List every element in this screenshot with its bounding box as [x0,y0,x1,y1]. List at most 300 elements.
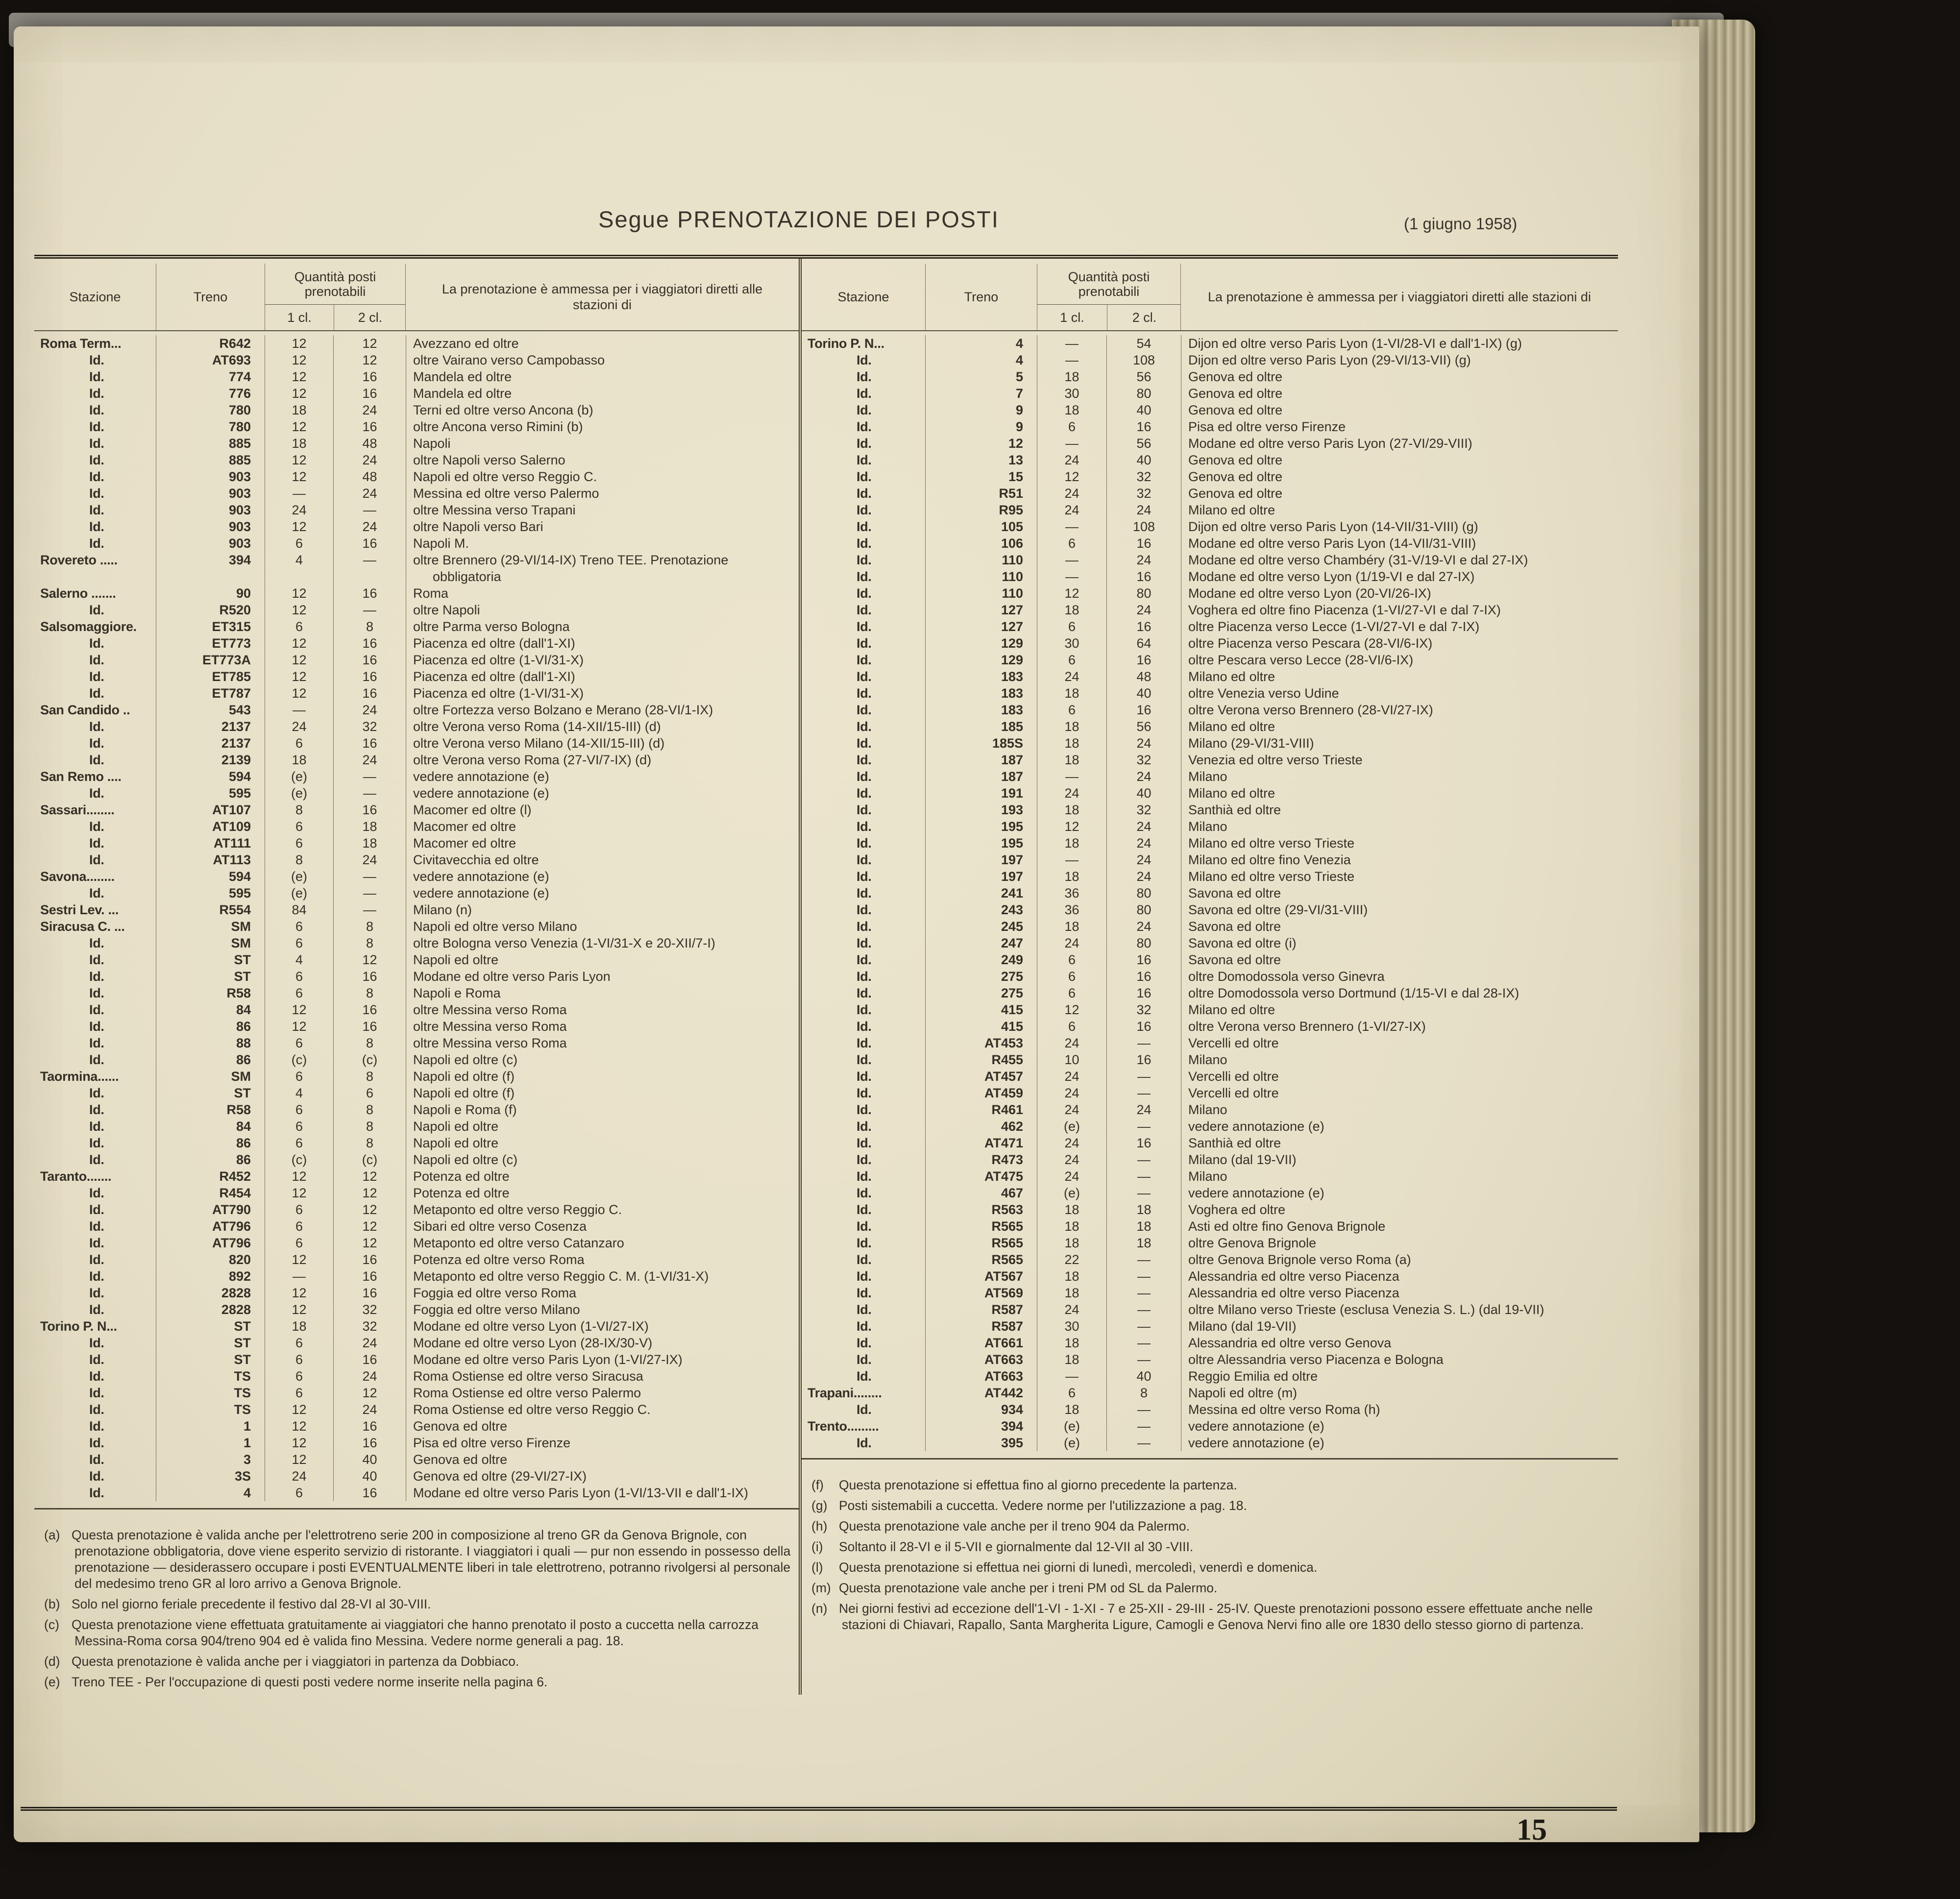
second-class-seats-cell: 18 [1106,1201,1181,1218]
footnote-text: Solo nel giorno feriale precedente il festivo dal 28-VI al 30-VIII. [72,1597,431,1611]
second-class-seats-cell: 16 [333,1351,406,1368]
destination-cell: Piacenza ed oltre (1-VI/31-X) [406,685,799,702]
train-cell: 2137 [156,718,265,735]
second-class-seats-cell: 16 [333,585,406,602]
second-class-seats-cell: 16 [1106,535,1181,552]
table-row [34,468,799,485]
station-cell: Id. [857,836,872,851]
second-class-seats-cell: 16 [1106,951,1181,968]
train-cell: ST [156,1351,265,1368]
station-cell: Id. [89,603,104,617]
destination-cell: Milano (n) [406,901,799,918]
table-row [34,968,799,985]
first-class-seats-cell: — [1037,335,1106,352]
destination-cell: Piacenza ed oltre (1-VI/31-X) [406,652,799,668]
second-class-seats-cell: 48 [1106,668,1181,685]
destination-cell: Modane ed oltre verso Paris Lyon (1-VI/27-IX) [406,1351,799,1368]
first-class-seats-cell: 24 [1037,1135,1106,1151]
train-cell: TS [156,1368,265,1385]
station-cell: Id. [89,1419,104,1434]
second-class-seats-cell: 16 [1106,702,1181,718]
first-class-seats-cell: 12 [265,635,333,652]
first-class-seats-cell: — [265,702,333,718]
footnote-label: (c) [44,1617,59,1632]
table-row [34,1301,799,1318]
first-class-seats-cell: 6 [265,1118,333,1135]
station-cell: Id. [89,1269,104,1284]
table-row [802,1168,1618,1185]
train-cell: 903 [156,485,265,502]
first-class-seats-cell: (e) [265,768,333,785]
station-cell: Id. [857,1002,872,1017]
table-row [802,552,1618,568]
destination-cell: Modane ed oltre verso Chambéry (31-V/19-VI e dal 27-IX) [1181,552,1618,568]
first-class-seats-cell: 24 [1037,1168,1106,1185]
station-cell: Id. [857,936,872,950]
train-cell: 187 [925,768,1037,785]
first-class-seats-cell: (c) [265,1151,333,1168]
train-cell: 193 [925,802,1037,818]
first-class-seats-cell: 18 [1037,918,1106,935]
destination-cell: oltre Parma verso Bologna [406,618,799,635]
second-class-seats-cell: 32 [1106,752,1181,768]
footnote-text: Questa prenotazione è valida anche per i viaggiatori in partenza da Dobbiaco. [72,1654,519,1669]
first-class-seats-cell: 6 [1037,1018,1106,1035]
first-class-seats-cell: (e) [1037,1418,1106,1435]
second-class-seats-cell: 24 [1106,502,1181,518]
first-class-seats-cell: 12 [265,1168,333,1185]
table-row [34,1185,799,1201]
table-row [34,1085,799,1101]
second-class-seats-cell: 80 [1106,901,1181,918]
destination-cell: Terni ed oltre verso Ancona (b) [406,402,799,418]
station-cell: Id. [857,1202,872,1217]
footnote-text: Questa prenotazione viene effettuata gratuitamente ai viaggiatori che hanno prenotato il posto a cuccetta nella carrozza Messina-Roma corsa 904/treno 904 ed è valida fino Messina. Vedere norme generali a pag. 18. [72,1617,759,1648]
table-row [34,535,799,552]
station-cell: Id. [857,886,872,901]
second-class-seats-cell: 48 [333,468,406,485]
page-title: Segue PRENOTAZIONE DEI POSTI [598,206,999,232]
train-cell: 2828 [156,1301,265,1318]
first-class-seats-cell: — [265,485,333,502]
train-cell: 105 [925,518,1037,535]
station-cell: Taormina...... [40,1069,119,1084]
train-cell: 110 [925,568,1037,585]
station-cell: Id. [89,453,104,467]
second-class-seats-cell: 8 [333,1101,406,1118]
table-row [802,1418,1618,1435]
first-class-seats-cell: 12 [265,668,333,685]
table-row [34,418,799,435]
destination-cell: Milano ed oltre [1181,502,1618,518]
station-cell: Id. [89,686,104,701]
table-row [34,1318,799,1335]
second-class-seats-cell: 24 [333,402,406,418]
second-class-seats-cell: 24 [1106,818,1181,835]
column-header-cl1: 1 cl. [287,310,312,325]
table-row [34,718,799,735]
table-row [34,1468,799,1485]
train-cell: 191 [925,785,1037,802]
first-class-seats-cell: 12 [1037,1001,1106,1018]
table-row [802,1185,1618,1201]
destination-cell: Milano [1181,1101,1618,1118]
first-class-seats-cell: — [1037,768,1106,785]
destination-cell: Reggio Emilia ed oltre [1181,1368,1618,1385]
station-cell: Id. [89,1369,104,1384]
second-class-seats-cell: — [1106,1168,1181,1185]
table-row [34,602,799,618]
train-cell: 183 [925,685,1037,702]
destination-cell: Genova ed oltre (29-VI/27-IX) [406,1468,799,1485]
train-cell: R565 [925,1235,1037,1251]
table-row [802,1118,1618,1135]
second-class-seats-cell: 16 [333,418,406,435]
destination-cell: Milano ed oltre [1181,1001,1618,1018]
destination-cell: Milano (dal 19-VII) [1181,1318,1618,1335]
table-row [802,618,1618,635]
destination-cell: Napoli ed oltre [406,1118,799,1135]
first-class-seats-cell: 6 [1037,618,1106,635]
train-cell: 110 [925,585,1037,602]
destination-cell: oltre Napoli verso Bari [406,518,799,535]
table-row [34,1201,799,1218]
table-row [802,1251,1618,1268]
footnote [811,1580,1611,1596]
destination-cell: Macomer ed oltre (l) [406,802,799,818]
station-cell: Trento......... [808,1419,879,1434]
train-cell: AT113 [156,852,265,868]
second-class-seats-cell: 108 [1106,352,1181,368]
station-cell: Id. [857,1052,872,1067]
first-class-seats-cell: 18 [265,435,333,452]
train-cell: 595 [156,785,265,802]
footnote [811,1559,1611,1576]
first-class-seats-cell: 24 [265,1468,333,1485]
station-cell: Id. [89,1236,104,1250]
footnote-text: Questa prenotazione è valida anche per l'elettrotreno serie 200 in composizione al treno GR da Genova Brignole, con prenotazione obbligatoria, dove viene esperito servizio di ristorante. I viaggiatori i quali — pur non essendo in possesso della prenotazione — desiderassero occupare i posti EVENTUALMENTE liberi in tale elettrotreno, potranno rivolgersi al personale del medesimo treno GR al loro arrivo a Genova Brignole. [72,1528,791,1591]
first-class-seats-cell: — [1037,1368,1106,1385]
station-cell: Id. [857,1102,872,1117]
train-cell: 127 [925,618,1037,635]
first-class-seats-cell: 18 [1037,735,1106,752]
second-class-seats-cell: 16 [333,735,406,752]
first-class-seats-cell: 6 [1037,985,1106,1001]
footnote-text: Soltanto il 28-VI e il 5-VII e giornalmente dal 12-VII al 30 -VIII. [839,1539,1194,1554]
destination-cell: Savona ed oltre [1181,918,1618,935]
second-class-seats-cell: 16 [333,802,406,818]
station-cell: Id. [857,603,872,617]
second-class-seats-cell: 18 [1106,1235,1181,1251]
station-cell: Id. [857,569,872,584]
train-cell: ST [156,1085,265,1101]
station-cell: Id. [857,1352,872,1367]
station-cell: Id. [89,836,104,851]
second-class-seats-cell: 16 [1106,418,1181,435]
first-class-seats-cell: (e) [1037,1118,1106,1135]
first-class-seats-cell: 24 [1037,1035,1106,1051]
station-cell: Id. [857,1186,872,1200]
first-class-seats-cell: 12 [265,1401,333,1418]
first-class-seats-cell: 6 [265,1101,333,1118]
train-cell: 185S [925,735,1037,752]
table-row [34,1018,799,1035]
table-row [802,935,1618,951]
column-header-train: Treno [156,264,265,330]
destination-cell: Avezzano ed oltre [406,335,799,352]
second-class-seats-cell: 24 [333,852,406,868]
destination-cell: oltre Verona verso Brennero (28-VI/27-IX) [1181,702,1618,718]
table-row [802,1101,1618,1118]
first-class-seats-cell: 30 [1037,1318,1106,1335]
page-date: (1 giugno 1958) [1404,215,1518,233]
second-class-seats-cell: — [1106,1268,1181,1285]
second-class-seats-cell: 16 [333,1485,406,1501]
second-class-seats-cell: 12 [333,335,406,352]
second-class-seats-cell: 32 [333,718,406,735]
destination-cell: oltre Messina verso Roma [406,1035,799,1051]
table-row [802,1435,1618,1451]
table-row [802,602,1618,618]
table-row [34,935,799,951]
second-class-seats-cell: 24 [333,485,406,502]
station-cell: Id. [857,403,872,417]
destination-cell: oltre Alessandria verso Piacenza e Bologna [1181,1351,1618,1368]
right-column [802,259,1618,1637]
train-cell: AT790 [156,1201,265,1218]
station-cell: Id. [89,886,104,901]
station-cell: Id. [857,1119,872,1134]
table-row [34,752,799,768]
train-cell: R58 [156,985,265,1001]
footnotes-left [34,1509,799,1690]
train-cell: 395 [925,1435,1037,1451]
station-cell: Id. [857,486,872,501]
train-cell: 15 [925,468,1037,485]
train-cell: AT107 [156,802,265,818]
first-class-seats-cell: 18 [1037,1351,1106,1368]
table-row [34,768,799,785]
first-class-seats-cell: 4 [265,951,333,968]
station-cell: Id. [857,753,872,767]
train-cell: R565 [925,1218,1037,1235]
destination-cell: oltre Napoli verso Salerno [406,452,799,468]
destination-cell: Milano ed oltre verso Trieste [1181,868,1618,885]
table-row [34,485,799,502]
station-cell: Id. [89,786,104,801]
second-class-seats-cell: — [333,552,406,585]
table-row [34,1168,799,1185]
second-class-seats-cell: 16 [333,1018,406,1035]
station-cell: Id. [89,469,104,484]
first-class-seats-cell: 12 [265,585,333,602]
second-class-seats-cell: 8 [333,935,406,951]
second-class-seats-cell: 54 [1106,335,1181,352]
second-class-seats-cell: 16 [333,1268,406,1285]
footnote [811,1539,1611,1555]
station-cell: Id. [857,1369,872,1384]
table-row [34,352,799,368]
train-cell: 4 [925,352,1037,368]
destination-cell: Mandela ed oltre [406,368,799,385]
destination-cell: oltre Messina verso Roma [406,1018,799,1035]
train-cell: 1 [156,1418,265,1435]
first-class-seats-cell: 6 [265,918,333,935]
first-class-seats-cell: 12 [265,1018,333,1035]
train-cell: ET787 [156,685,265,702]
second-class-seats-cell: 16 [333,1001,406,1018]
second-class-seats-cell: 8 [333,1135,406,1151]
first-class-seats-cell: 12 [265,418,333,435]
station-cell: Id. [89,1252,104,1267]
train-cell: TS [156,1385,265,1401]
station-cell: Id. [89,1152,104,1167]
table-row [802,352,1618,368]
destination-cell: Alessandria ed oltre verso Piacenza [1181,1285,1618,1301]
second-class-seats-cell: — [1106,1085,1181,1101]
table-row [34,802,799,818]
second-class-seats-cell: 8 [333,1068,406,1085]
destination-cell: Milano [1181,1051,1618,1068]
second-class-seats-cell: — [1106,1151,1181,1168]
second-class-seats-cell: 16 [333,635,406,652]
second-class-seats-cell: 6 [333,1085,406,1101]
station-cell: Id. [89,1386,104,1400]
first-class-seats-cell: 24 [1037,1151,1106,1168]
column-header-cl2: 2 cl. [334,305,406,330]
second-class-seats-cell: 24 [1106,735,1181,752]
second-class-seats-cell: 32 [333,1301,406,1318]
footnote-text: Questa prenotazione si effettua fino al giorno precedente la partenza. [839,1478,1237,1492]
first-class-seats-cell: 6 [265,1368,333,1385]
first-class-seats-cell: 24 [1037,1101,1106,1118]
second-class-seats-cell: 16 [1106,1051,1181,1068]
train-cell: AT459 [925,1085,1037,1101]
footnote-label: (b) [44,1597,60,1611]
destination-cell: Milano [1181,1168,1618,1185]
destination-cell: Genova ed oltre [1181,402,1618,418]
train-cell: 885 [156,452,265,468]
second-class-seats-cell: 16 [1106,652,1181,668]
station-cell: Id. [89,403,104,417]
first-class-seats-cell: 24 [1037,1301,1106,1318]
train-cell: AT661 [925,1335,1037,1351]
second-class-seats-cell: 12 [333,1385,406,1401]
train-cell: ET773 [156,635,265,652]
table-row [34,685,799,702]
destination-cell: Foggia ed oltre verso Milano [406,1301,799,1318]
train-cell: R587 [925,1301,1037,1318]
destination-cell: oltre Messina verso Roma [406,1001,799,1018]
table-row [802,918,1618,935]
train-cell: 86 [156,1151,265,1168]
column-header-cl1: 1 cl. [1060,310,1084,325]
destination-cell: Modane ed oltre verso Lyon (1-VI/27-IX) [406,1318,799,1335]
train-cell: 197 [925,868,1037,885]
second-class-seats-cell: 12 [333,1185,406,1201]
table-row [802,702,1618,718]
destination-cell: Savona ed oltre [1181,951,1618,968]
destination-cell: oltre Domodossola verso Ginevra [1181,968,1618,985]
table-row [802,402,1618,418]
right-table-header [802,264,1618,331]
second-class-seats-cell: 80 [1106,885,1181,901]
table-row [802,518,1618,535]
destination-cell: oltre Genova Brignole [1181,1235,1618,1251]
first-class-seats-cell: 18 [1037,1335,1106,1351]
train-cell: AT453 [925,1035,1037,1051]
right-table-body [802,331,1618,1460]
destination-cell: Napoli ed oltre verso Reggio C. [406,468,799,485]
train-cell: 195 [925,835,1037,852]
first-class-seats-cell: 30 [1037,635,1106,652]
table-row [34,951,799,968]
second-class-seats-cell: 24 [1106,552,1181,568]
destination-cell: Messina ed oltre verso Roma (h) [1181,1401,1618,1418]
destination-cell: Santhià ed oltre [1181,1135,1618,1151]
table-row [34,1251,799,1268]
destination-cell: Voghera ed oltre [1181,1201,1618,1218]
table-row [34,618,799,635]
footnote [811,1518,1611,1534]
destination-cell: Sibari ed oltre verso Cosenza [406,1218,799,1235]
second-class-seats-cell: 16 [333,968,406,985]
table-row [802,1401,1618,1418]
destination-cell: Asti ed oltre fino Genova Brignole [1181,1218,1618,1235]
train-cell: 903 [156,518,265,535]
station-cell: Sassari........ [40,803,115,817]
destination-cell: Alessandria ed oltre verso Piacenza [1181,1268,1618,1285]
first-class-seats-cell: 18 [1037,835,1106,852]
first-class-seats-cell: 12 [265,652,333,668]
station-cell: Id. [89,1469,104,1484]
table-row [34,1335,799,1351]
footnote [44,1527,792,1592]
station-cell: Id. [89,969,104,984]
table-row [34,635,799,652]
train-cell: 86 [156,1018,265,1035]
footnote-label: (a) [44,1528,60,1542]
train-cell: 5 [925,368,1037,385]
destination-cell: oltre Verona verso Roma (27-VI/7-IX) (d) [406,752,799,768]
train-cell: 275 [925,985,1037,1001]
train-cell: 543 [156,702,265,718]
train-cell: 88 [156,1035,265,1051]
train-cell: R95 [925,502,1037,518]
table-row [802,652,1618,668]
station-cell: Id. [857,1019,872,1034]
station-cell: Id. [89,719,104,734]
station-cell: Id. [857,1436,872,1450]
bottom-rule [21,1807,1617,1811]
station-cell: Id. [857,519,872,534]
footnotes-right [802,1460,1618,1633]
station-cell: Id. [89,753,104,767]
destination-cell: Milano [1181,768,1618,785]
station-cell: Id. [857,419,872,434]
destination-cell: Genova ed oltre [1181,368,1618,385]
station-cell: Id. [89,386,104,401]
first-class-seats-cell: 6 [1037,418,1106,435]
station-cell: Id. [89,436,104,451]
station-cell: Id. [857,553,872,567]
destination-cell: oltre Fortezza verso Bolzano e Merano (28-VI/1-IX) [406,702,799,718]
station-cell: Id. [89,1136,104,1150]
first-class-seats-cell: 18 [1037,1201,1106,1218]
station-cell: Id. [89,736,104,751]
table-row [802,951,1618,968]
first-class-seats-cell: 18 [1037,868,1106,885]
